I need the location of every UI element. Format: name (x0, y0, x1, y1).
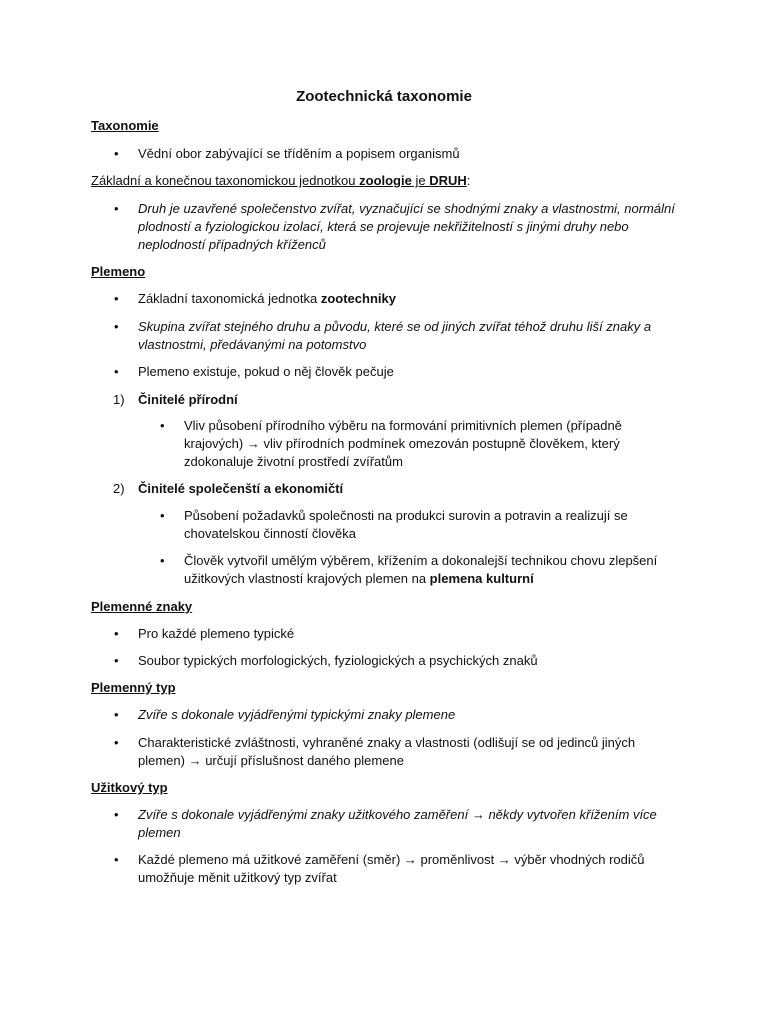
cinitele-prirodni: Činitelé přírodní (138, 392, 238, 407)
taxonomie-item-1: Vědní obor zabývající se tříděním a popisem organismů (138, 146, 460, 161)
bullet: • (114, 707, 119, 722)
arrow-icon: → (403, 852, 417, 867)
cinitele-prirodni-item-1: Vliv působení přírodního výběru na formování primitivních plemen (případně krajových) → vliv přírodních podmínek omezován postupně člověkem, který zdokonaluje životní prostředí zvířatům (184, 418, 622, 469)
arrow-icon: → (188, 753, 202, 768)
heading-plemeno: Plemeno (91, 264, 146, 279)
znaky-item-1: Pro každé plemeno typické (138, 626, 295, 641)
typ-item-1: Zvíře s dokonale vyjádřenými typickými znaky plemene (138, 707, 456, 722)
plemeno-item-1: Základní taxonomická jednotka zootechniky (138, 291, 396, 306)
typ-item-2: Charakteristické zvláštnosti, vyhraněné znaky a vlastnosti (odlišují se od jedinců jiných plemen) → určují příslušnost daného plemene (138, 735, 636, 768)
cinitele-spolecensti-item-1: Působení požadavků společnosti na produkci surovin a potravin a realizují se chovatelskou činností člověka (184, 508, 628, 541)
arrow-icon: → (471, 807, 485, 822)
bullet: • (114, 653, 119, 668)
list-number: 1) (113, 392, 125, 407)
uzitkovy-item-2: Každé plemeno má užitkové zaměření (směr) → proměnlivost → výběr vhodných rodičů umožňuje měnit užitkový typ zvířat (138, 852, 645, 885)
bullet: • (114, 319, 119, 334)
heading-taxonomie: Taxonomie (91, 118, 159, 133)
plemeno-item-2: Skupina zvířat stejného druhu a původu, které se od jiných zvířat téhož druhu liší znaky a vlastnostmi, předávanými na potomstvo (138, 319, 652, 352)
znaky-item-2: Soubor typických morfologických, fyziologických a psychických znaků (138, 653, 538, 668)
druh-definition: Druh je uzavřené společenstvo zvířat, vyznačující se shodnými znaky a vlastnostmi, normální plodností a fyziologickou izolací, která se projevuje nekřižitelností s jinými druhy nebo neplodností případných kříženců (138, 201, 675, 252)
heading-uzitkovy-typ: Užitkový typ (91, 780, 168, 795)
bullet: • (114, 146, 119, 161)
heading-plemenny-typ: Plemenný typ (91, 680, 176, 695)
bullet: • (160, 508, 165, 523)
cinitele-spolecensti-item-2: Člověk vytvořil umělým výběrem, křížením a dokonalejší technikou chovu zlepšení užitkových vlastností krajových plemen na plemena kulturní (184, 553, 658, 586)
arrow-icon: → (497, 852, 511, 867)
cinitele-spolecensti: Činitelé společenští a ekonomičtí (138, 481, 344, 496)
bullet: • (160, 553, 165, 568)
bullet: • (114, 201, 119, 216)
bullet: • (114, 364, 119, 379)
heading-plemenne-znaky: Plemenné znaky (91, 599, 193, 614)
bullet: • (114, 626, 119, 641)
plemeno-item-3: Plemeno existuje, pokud o něj člověk pečuje (138, 364, 394, 379)
uzitkovy-item-1: Zvíře s dokonale vyjádřenými znaky užitkového zaměření → někdy vytvořen křížením více plemen (138, 807, 657, 840)
bullet: • (114, 852, 119, 867)
list-number: 2) (113, 481, 125, 496)
page-title: Zootechnická taxonomie (296, 88, 472, 105)
arrow-icon: → (246, 436, 260, 451)
bullet: • (114, 807, 119, 822)
druh-intro: Základní a konečnou taxonomickou jednotkou zoologie je DRUH: (91, 173, 471, 188)
bullet: • (114, 291, 119, 306)
bullet: • (114, 735, 119, 750)
bullet: • (160, 418, 165, 433)
